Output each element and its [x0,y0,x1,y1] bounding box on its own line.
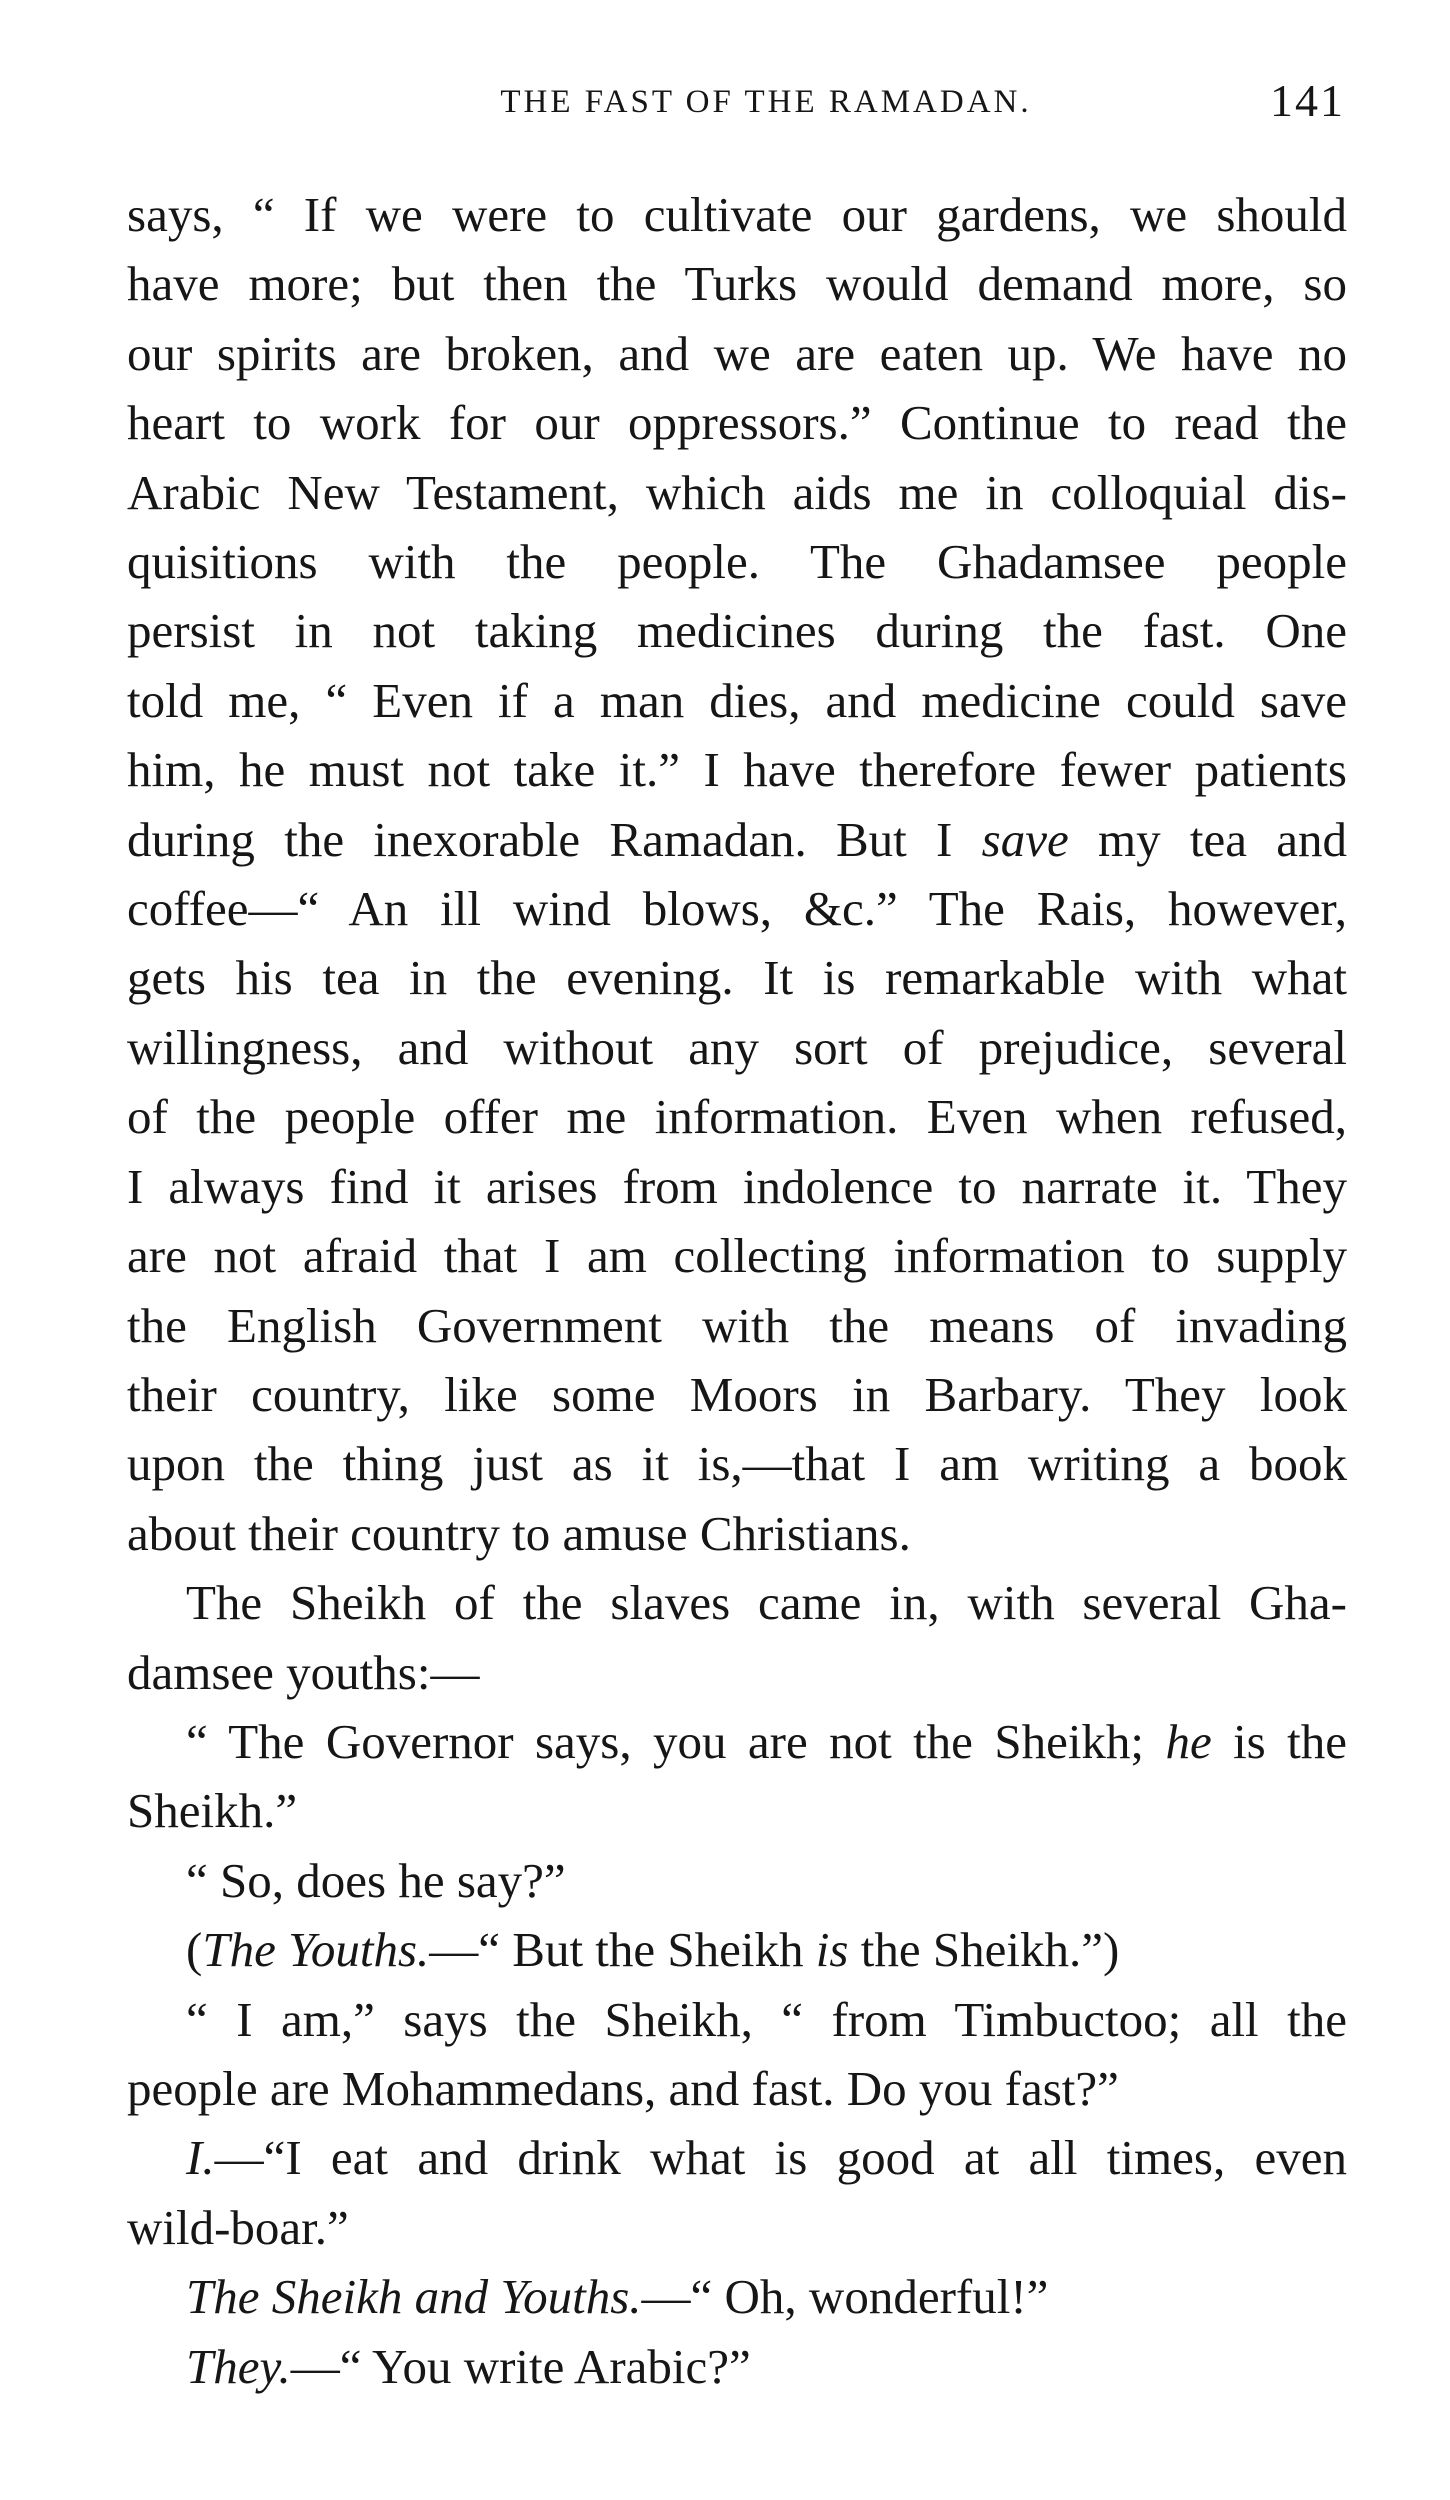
speaker-label: The Sheikh and Youths. [186,2269,642,2325]
text-line: are not afraid that I am collecting information to supply [127,1228,1347,1284]
text-line: told me, “ Even if a man dies, and medicine could save [127,672,1347,728]
text-line: people are Mohammedans, and fast. Do you fast?” [127,2060,1119,2116]
text-segment: —“I eat and drink what is good at all times, even [214,2130,1347,2186]
text-line: gets his tea in the evening. It is remarkable with what [127,950,1347,1006]
text-segment: my tea and [1068,811,1347,867]
text-line: heart to work for our oppressors.” Continue to read the [127,395,1347,451]
text-line [127,2332,1347,2401]
page-number: 141 [1270,75,1345,126]
italic-emphasis: save [981,811,1069,867]
speaker-label: I. [186,2130,215,2186]
text-line: about their country to amuse Christians. [127,1505,911,1561]
italic-emphasis: is [815,1922,849,1978]
text-line: coffee—“ An ill wind blows, &c.” The Rais, however, [127,881,1347,937]
text-line: wild-boar.” [127,2199,349,2255]
text-segment: —“ But the Sheikh [429,1922,816,1978]
text-line: persist in not taking medicines during the fast. One [127,603,1347,659]
text-line: The Sheikh of the slaves came in, with several Gha- [186,1575,1347,1631]
text-line: have more; but then the Turks would demand more, so [127,256,1347,312]
text-line: their country, like some Moors in Barbary. They look [127,1366,1347,1422]
text-line [127,1707,1347,1776]
text-segment: —“ Oh, wonderful!” [641,2269,1049,2325]
body-text [127,180,1347,2401]
speaker-label: The Youths. [202,1922,430,1978]
text-segment: —“ You write Arabic?” [290,2338,751,2394]
text-segment: during the inexorable Ramadan. But I [127,811,982,867]
text-line [127,1915,1347,1984]
running-head [127,74,1345,134]
text-line: Arabic New Testament, which aids me in colloquial dis- [127,464,1347,520]
text-line: willingness, and without any sort of prejudice, several [127,1019,1347,1075]
text-line: damsee youths:— [127,1644,480,1700]
text-line: I always find it arises from indolence to narrate it. They [127,1158,1347,1214]
text-segment: the Sheikh.”) [848,1922,1120,1978]
speaker-label: They. [186,2338,291,2394]
text-line: the English Government with the means of invading [127,1297,1347,1353]
text-line: “ So, does he say?” [186,1852,566,1908]
italic-emphasis: he [1165,1713,1212,1769]
text-segment: is the [1211,1713,1348,1769]
text-segment: “ The Governor says, you are not the Sheikh; [186,1713,1166,1769]
running-title: THE FAST OF THE RAMADAN. [500,84,1032,120]
text-line: Sheikh.” [127,1783,298,1839]
text-line: upon the thing just as it is,—that I am writing a book [127,1436,1347,1492]
text-line [127,805,1347,874]
text-segment: ( [186,1922,203,1978]
text-line [127,2123,1347,2192]
text-line: says, “ If we were to cultivate our gardens, we should [127,187,1347,242]
text-line: him, he must not take it.” I have therefore fewer patients [127,742,1347,798]
text-line: of the people offer me information. Even when refused, [127,1089,1347,1145]
text-line: quisitions with the people. The Ghadamsee people [127,534,1347,590]
text-line [127,2262,1347,2331]
text-line: our spirits are broken, and we are eaten up. We have no [127,325,1347,381]
text-line: “ I am,” says the Sheikh, “ from Timbuctoo; all the [186,1991,1347,2047]
